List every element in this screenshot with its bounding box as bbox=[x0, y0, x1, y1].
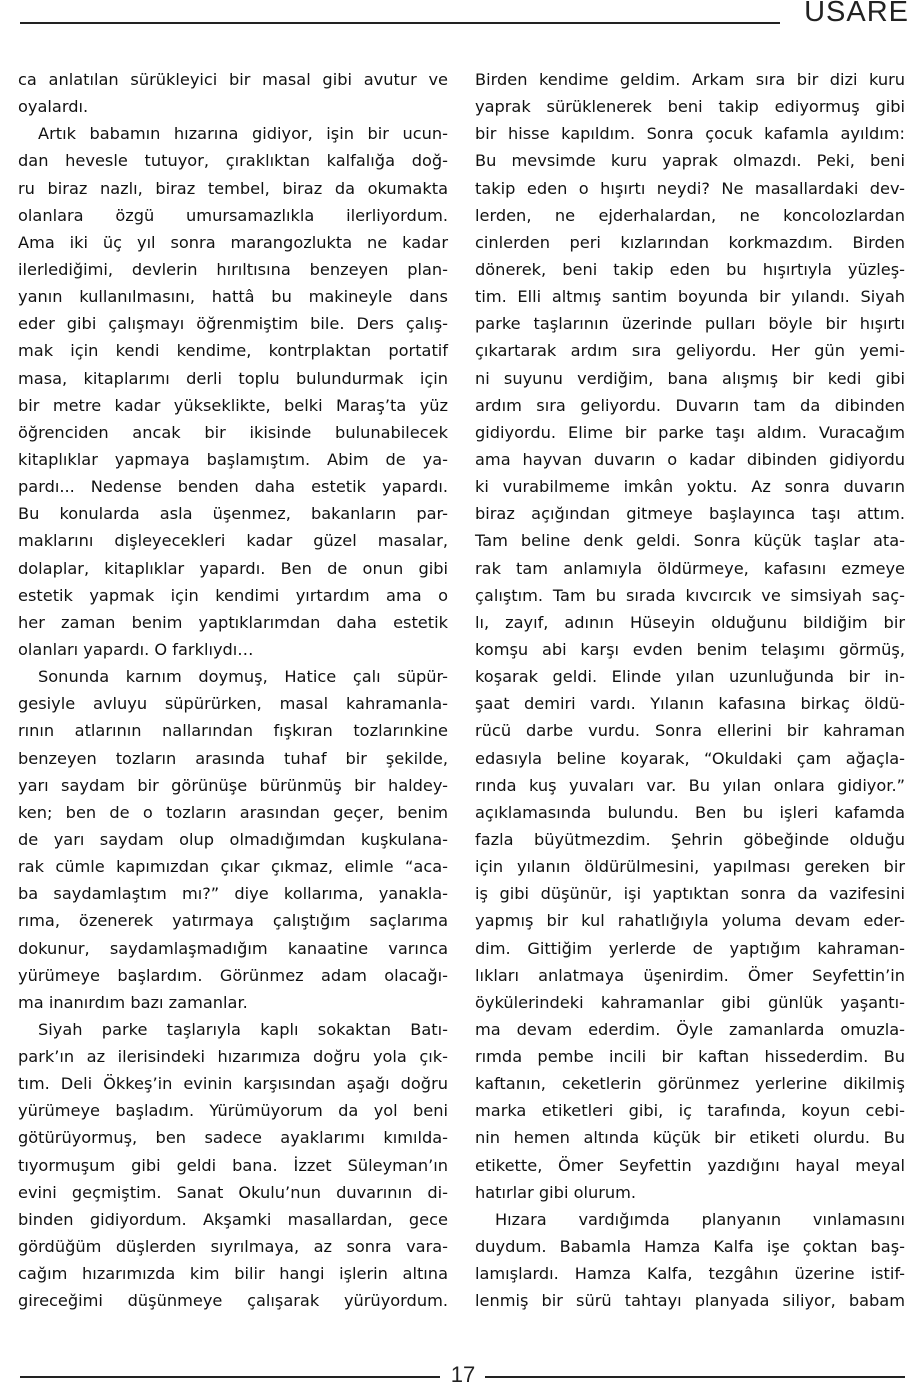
text-line: rücü darbe vurdu. Sonra ellerini bir kahraman bbox=[475, 721, 905, 741]
text-line: biraz açığından gitmeye başlayınca taşı attım. bbox=[475, 504, 905, 524]
text-line: öğrenciden ancak bir ikisinde bulunabilecek bbox=[18, 422, 448, 442]
text-line: Bu konularda asla üşenmez, bakanların par- bbox=[18, 504, 448, 524]
text-line: öykülerindeki kahramanlar gibi günlük yaşantı- bbox=[475, 992, 905, 1012]
text-line: mak için kendi kendime, kontrplaktan portatif bbox=[18, 341, 448, 361]
text-line: lıkları anlatmaya üşenirdim. Ömer Seyfettin’in bbox=[475, 965, 905, 985]
text-line: için yılanın öldürülmesini, yapılması gereken bir bbox=[475, 857, 905, 877]
right-text-column bbox=[475, 66, 905, 1314]
text-line: lerden, ne ejderhalardan, ne koncolozlardan bbox=[475, 205, 905, 225]
text-line: ma inanırdım bazı zamanlar. bbox=[18, 992, 248, 1012]
text-line: Tam beline denk geldi. Sonra küçük taşlar ata- bbox=[475, 531, 905, 551]
text-line: kitaplıklar yapmaya başlamıştım. Abim de ya- bbox=[18, 449, 448, 469]
text-line: evini geçmiştim. Sanat Okulu’nun duvarının di- bbox=[18, 1182, 448, 1202]
text-line: olanları yapardı. O farklıydı… bbox=[18, 639, 254, 659]
text-line: rak tam anlamıyla öldürmeye, kafasını ezmeye bbox=[475, 558, 905, 578]
text-line: götürüyormuş, ben sadece ayaklarımı kımılda- bbox=[18, 1128, 448, 1148]
text-line: yarı saydam bir görünüşe bürünmüş bir haldey- bbox=[18, 775, 448, 795]
text-line: oyalardı. bbox=[18, 97, 89, 117]
text-line: marka etiketleri gibi, iç tarafında, koyun cebi- bbox=[475, 1101, 905, 1121]
text-line: ru biraz nazlı, biraz tembel, biraz da okumakta bbox=[18, 178, 448, 198]
text-line: rında kuş yuvaları var. Bu yılan onlara gidiyor.” bbox=[475, 775, 905, 795]
text-line: gidiyordu. Elime bir parke taşı aldım. Vuracağım bbox=[475, 422, 905, 442]
text-line: etikette, Ömer Seyfettin yazdığını hayal meyal bbox=[475, 1155, 905, 1175]
magazine-title: USARE bbox=[804, 0, 909, 28]
text-line: gördüğüm düşlerden sıyrılmaya, az sonra vara- bbox=[18, 1237, 448, 1257]
page-number: 17 bbox=[450, 1362, 476, 1387]
text-line: ni suyunu verdiğim, bana alışmış bir kedi gibi bbox=[475, 368, 905, 388]
text-line: her zaman benim yaptıklarımdan daha estetik bbox=[18, 612, 448, 632]
text-line: yürümeye başlardım. Görünmez adam olacağı- bbox=[18, 965, 448, 985]
text-line: dolaplar, kitaplıklar yapardı. Ben de onun gibi bbox=[18, 558, 448, 578]
text-line: Siyah parke taşlarıyla kaplı sokaktan Batı- bbox=[38, 1019, 448, 1039]
text-line: şaat demiri vardı. Yılanın kafasına birkaç öldü- bbox=[475, 694, 905, 714]
text-line: edasıyla beline koyarak, “Okuldaki çam ağaçla- bbox=[475, 748, 905, 768]
text-line: rak cümle kapımızdan çıkar çıkmaz, elimle “aca- bbox=[18, 857, 448, 877]
text-line: Bu mevsimde kuru yaprak olmazdı. Peki, beni bbox=[475, 151, 905, 171]
text-line: dokunur, saydamlaşmadığım kanaatine varınca bbox=[18, 938, 448, 958]
text-line: komşu abi karşı evden benim telaşımı görmüş, bbox=[475, 639, 905, 659]
text-line: binden gidiyordum. Akşamki masallardan, gece bbox=[18, 1209, 448, 1229]
text-line: Hızara vardığımda planyanın vınlamasını bbox=[495, 1209, 905, 1229]
text-line: ilerlediğimi, devlerin hırıltısına benzeyen plan- bbox=[18, 259, 448, 279]
text-line: Birden kendime geldim. Arkam sıra bir dizi kuru bbox=[475, 70, 905, 89]
text-line: benzeyen tozların arasında tuhaf bir şekilde, bbox=[18, 748, 448, 768]
text-line: cağım hızarımızda kim bilir hangi işlerin altına bbox=[18, 1264, 448, 1284]
text-line: dim. Gittiğim yerlerde de yaptığım kahraman- bbox=[475, 938, 905, 958]
text-line: ken; ben de o tozların arasından geçer, benim bbox=[18, 802, 448, 822]
text-line: koşarak geldi. Elinde yılan uzunluğunda bir in- bbox=[475, 667, 905, 687]
text-line: açıklamasında bulundu. Ben bu işleri kafamda bbox=[475, 802, 905, 822]
text-line: ama hayvan duvarın o kadar dibinden gidiyordu bbox=[475, 449, 905, 469]
text-line: rının atlarının nallarından fışkıran tozlarınkine bbox=[18, 721, 448, 741]
text-line: tim. Elli altmış santim boyunda bir yılandı. Siyah bbox=[475, 287, 905, 307]
text-line: yaprak sürüklenerek beni takip ediyormuş gibi bbox=[475, 97, 905, 117]
text-line: tım. Deli Ökkeş’in evinin karşısından aşağı doğru bbox=[18, 1074, 448, 1094]
footer-rule-left bbox=[20, 1376, 440, 1378]
text-line: kaftanın, ceketlerin görünmez yerlerine dikilmiş bbox=[475, 1074, 905, 1094]
text-line: hatırlar gibi olurum. bbox=[475, 1182, 637, 1202]
text-line: Sonunda karnım doymuş, Hatice çalı süpür- bbox=[38, 667, 448, 687]
text-line: eder gibi çalışmayı öğrenmiştim bile. Ders çalış- bbox=[18, 314, 448, 334]
text-line: rımda pembe incili bir kaftan hissederdim. Bu bbox=[475, 1047, 905, 1067]
text-line: park’ın az ilerisindeki hızarımıza doğru yola çık- bbox=[18, 1047, 448, 1067]
text-line: yürümeye başladım. Yürümüyorum da yol beni bbox=[18, 1101, 448, 1121]
text-line: bir hisse kapıldım. Sonra çocuk kafamla ayıldım: bbox=[475, 124, 905, 144]
text-line: çalıştım. Tam bu sırada kıvcırcık ve simsiyah saç- bbox=[475, 585, 905, 605]
text-line: gireceğimi düşünmeye çalışarak yürüyordum. bbox=[18, 1291, 448, 1311]
header-rule bbox=[20, 22, 780, 24]
text-line: çıkartarak ardım sıra geliyordu. Her gün yemi- bbox=[475, 341, 905, 361]
text-line: lenmiş bir sürü tahtayı planyada siliyor, babam bbox=[475, 1291, 905, 1311]
text-line: gesiyle avluyu süpürürken, masal kahramanla- bbox=[18, 694, 448, 714]
text-line: yanın kullanılmasını, hattâ bu makineyle dans bbox=[18, 287, 448, 307]
text-line: tıyormuşum gibi geldi bana. İzzet Süleyman’ın bbox=[18, 1155, 448, 1175]
text-line: ba saydamlaştım mı?” diye kollarıma, yanakla- bbox=[18, 884, 448, 904]
text-line: masa, kitaplarımı derli toplu bulundurmak için bbox=[18, 368, 448, 388]
text-line: ca anlatılan sürükleyici bir masal gibi avutur ve bbox=[18, 70, 448, 89]
text-line: iş gibi düşünür, işi yaptıktan sonra da vazifesini bbox=[475, 884, 905, 904]
text-line: ki vurabilmeme imkân yoktu. Az sonra duvarın bbox=[475, 477, 905, 497]
text-line: ma devam ederdim. Öyle zamanlarda omuzla- bbox=[475, 1019, 905, 1039]
text-line: dan hevesle tutuyor, çıraklıktan kalfalığa doğ- bbox=[18, 151, 448, 171]
text-line: fazla büyütmezdim. Şehrin göbeğinde olduğu bbox=[475, 829, 905, 849]
text-line: Ama iki üç yıl sonra marangozlukta ne kadar bbox=[18, 232, 448, 252]
text-line: lamışlardı. Hamza Kalfa, tezgâhın üzerine istif- bbox=[475, 1264, 905, 1284]
text-line: ardım sıra geliyordu. Duvarın tam da dibinden bbox=[475, 395, 905, 415]
text-line: olanlara özgü umursamazlıkla ilerliyordum. bbox=[18, 205, 448, 225]
text-line: lı, zayıf, adının Hüseyin olduğunu bildiğim bir bbox=[475, 612, 905, 632]
text-line: maklarını dişleyecekleri kadar güzel masalar, bbox=[18, 531, 448, 551]
text-line: de yarı saydam olup olmadığımdan kuşkulana- bbox=[18, 829, 448, 849]
text-line: bir metre kadar yükseklikte, belki Maraş’ta yüz bbox=[18, 395, 448, 415]
text-line: duydum. Babamla Hamza Kalfa işe çoktan baş- bbox=[475, 1237, 905, 1257]
text-line: Artık babamın hızarına gidiyor, işin bir ucun- bbox=[38, 124, 448, 144]
text-line: parke taşlarının üzerinde pulları böyle bir hışırtı bbox=[475, 314, 905, 334]
left-text-column bbox=[18, 66, 448, 1314]
text-line: takip eden o hışırtı neydi? Ne masallardaki dev- bbox=[475, 178, 905, 198]
text-line: nin hemen altında küçük bir etiketi olurdu. Bu bbox=[475, 1128, 905, 1148]
footer-rule-right bbox=[485, 1376, 905, 1378]
text-line: estetik yapmak için kendimi yırtardım ama o bbox=[18, 585, 448, 605]
text-line: rıma, özenerek yatırmaya çalıştığım saçlarıma bbox=[18, 911, 448, 931]
text-line: cinlerden peri kızlarından korkmazdım. Birden bbox=[475, 232, 905, 252]
text-line: dönerek, beni takip eden bu hışırtıyla yüzleş- bbox=[475, 259, 905, 279]
text-line: yapmış bir kul rahatlığıyla yoluma devam eder- bbox=[475, 911, 905, 931]
text-line: pardı... Nedense benden daha estetik yapardı. bbox=[18, 477, 448, 497]
